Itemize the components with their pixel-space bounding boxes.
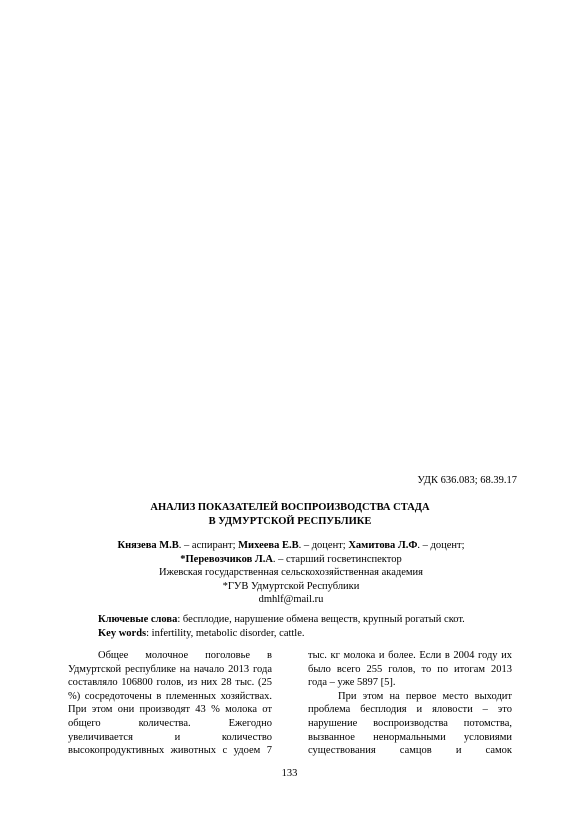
keywords-ru-label: Ключевые слова — [98, 614, 178, 625]
body-line: Удмуртской республике на начало 2013 года — [68, 663, 272, 675]
keywords-en — [98, 627, 518, 641]
keywords-ru — [98, 613, 518, 627]
body-line: Общее молочное поголовье в — [98, 650, 272, 661]
author-4-name: *Перевозчиков Л.А — [180, 553, 273, 565]
body-line: %) сосредоточены в племенных хозяйствах. — [68, 690, 272, 702]
author-email: dmhlf@mail.ru — [258, 594, 324, 605]
body-line: высокопродуктивных животных с удоем 7 — [68, 745, 272, 757]
author-4-role: . – старший госветинспектор — [272, 553, 402, 565]
title-line-1: АНАЛИЗ ПОКАЗАТЕЛЕЙ ВОСПРОИЗВОДСТВА СТАДА — [150, 502, 430, 513]
body-line: составляло 106800 голов, из них 28 тыс. (25 — [68, 677, 272, 689]
authors-line-2 — [78, 553, 504, 567]
body-line: года – уже 5897 [5]. — [308, 677, 396, 689]
keywords-ru-text: : бесплодие, нарушение обмена веществ, крупный рогатый скот. — [177, 614, 465, 625]
keywords-en-label: Key words — [98, 627, 147, 639]
body-line: существования самцов и самок — [308, 745, 512, 757]
keywords-en-text: : infertility, metabolic disorder, cattle. — [146, 627, 305, 639]
author-3-role: . – доцент; — [417, 540, 465, 551]
authors-line-1 — [78, 539, 504, 553]
author-1-name: Князева М.В — [117, 540, 179, 551]
body-line: нарушение воспроизводства потомства, — [308, 717, 512, 729]
page-number: 133 — [281, 768, 298, 779]
author-2-name: Михеева Е.В — [238, 540, 299, 551]
authors-block — [78, 539, 504, 607]
author-2-role: . – доцент; — [298, 540, 349, 551]
udk-code: УДК 636.083; 68.39.17 — [417, 475, 517, 486]
affiliation-1: Ижевская государственная сельскохозяйственная академия — [159, 567, 423, 578]
body-column-left — [68, 649, 272, 758]
body-line: проблема бесплодия и яловости – это — [308, 704, 512, 716]
article-title — [80, 501, 500, 529]
body-column-right — [308, 649, 512, 758]
body-line: увеличивается и количество — [68, 731, 272, 743]
title-line-2: В УДМУРТСКОЙ РЕСПУБЛИКЕ — [208, 516, 372, 527]
body-line: вызванное ненормальными условиями — [308, 731, 512, 743]
body-line: общего количества. Ежегодно — [68, 717, 272, 729]
body-line: тыс. кг молока и более. Если в 2004 году их — [308, 650, 512, 661]
body-line: При этом они производят 43 % молока от — [68, 704, 272, 716]
author-3-name: Хамитова Л.Ф — [348, 540, 418, 551]
author-1-role: . – аспирант; — [178, 540, 239, 551]
body-line: было всего 255 голов, то по итогам 2013 — [308, 663, 512, 675]
body-line: При этом на первое место выходит — [338, 690, 512, 702]
affiliation-2: *ГУВ Удмуртской Республики — [222, 580, 360, 592]
keywords-block — [98, 613, 518, 640]
